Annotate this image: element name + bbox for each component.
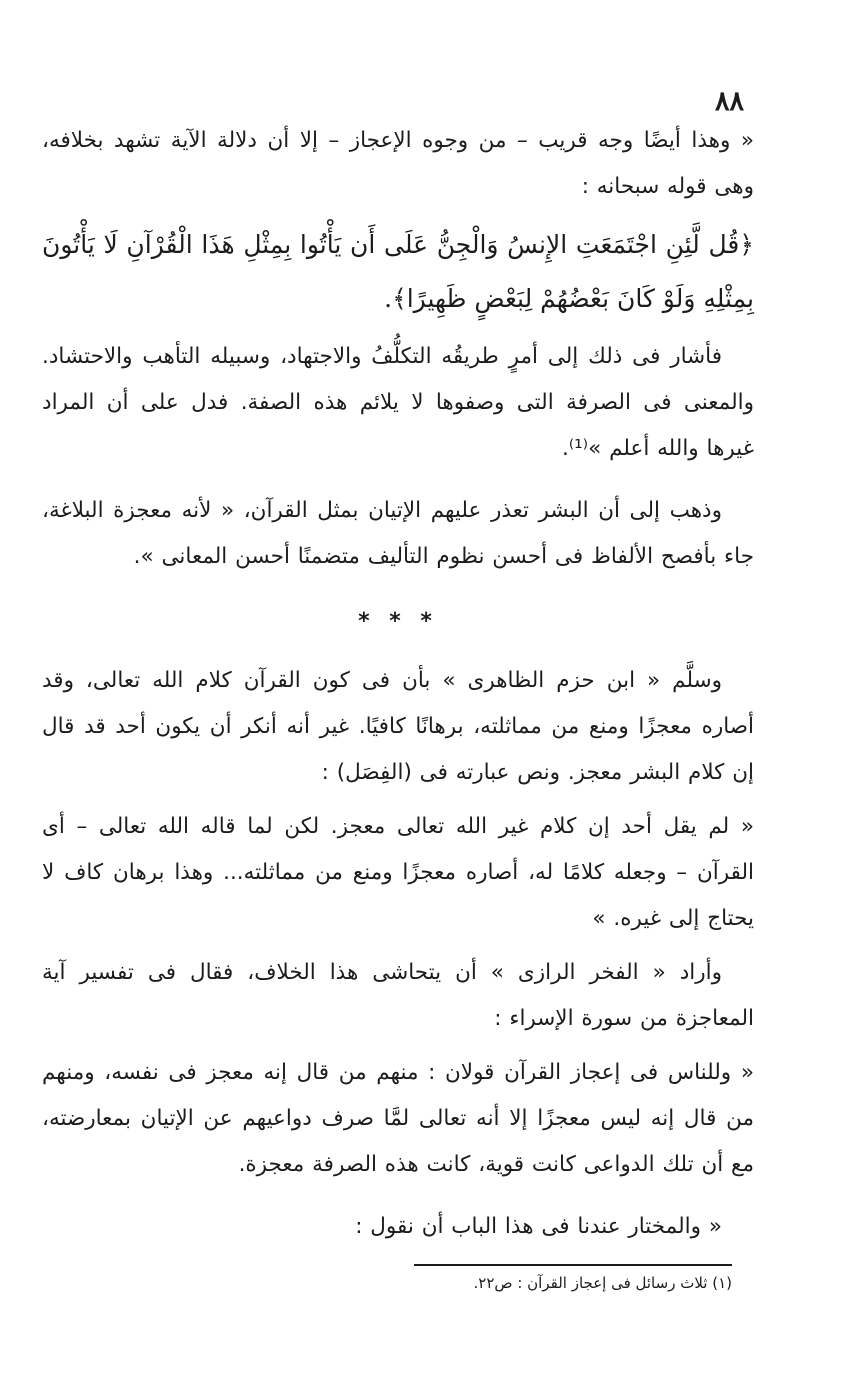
paragraph-balagha: وذهب إلى أن البشر تعذر عليهم الإتيان بمثل القرآن، « لأنه معجزة البلاغة، جاء بأفصح الألفاظ فى أحسن نظوم التأليف متضمنًا أحسن المعانى ».	[42, 498, 754, 569]
paragraph-razi: وأراد « الفخر الرازى » أن يتحاشى هذا الخلاف، فقال فى تفسير آية المعاجزة من سورة الإسراء :	[42, 960, 754, 1031]
paragraph-explanation: فأشار فى ذلك إلى أمرٍ طريقُه التكلُّفُ والاجتهاد، وسبيله التأهب والاحتشاد. والمعنى فى الصرفة التى وصفوها لا يلائم هذه الصفة. فدل على أن المراد غيرها والله أعلم »⁽¹⁾.	[42, 344, 754, 461]
footnote: (١) ثلاث رسائل فى إعجاز القرآن : ص٢٢.	[473, 1274, 732, 1292]
section-separator: * * *	[358, 609, 438, 634]
footnote-divider	[414, 1264, 732, 1266]
paragraph-quote-intro: « وهذا أيضًا وجه قريب – من وجوه الإعجاز – إلا أن دلالة الآية تشهد بخلافه، وهى قوله سبحانه :	[42, 128, 754, 199]
body-text	[42, 118, 754, 1250]
book-page	[42, 0, 754, 1383]
quran-verse: ﴿قُل لَّئِنِ اجْتَمَعَتِ الإِنسُ وَالْجِنُّ عَلَى أَن يَأْتُوا بِمِثْلِ هَذَا الْقُرْآنِ لَا يَأْتُونَ بِمِثْلِهِ وَلَوْ كَانَ بَعْضُهُمْ لِبَعْضٍ ظَهِيرًا﴾.	[42, 230, 754, 313]
paragraph-razi-choice: « والمختار عندنا فى هذا الباب أن نقول :	[355, 1214, 722, 1239]
page-number: ٨٨	[714, 86, 744, 117]
paragraph-ibn-hazm: وسلَّم « ابن حزم الظاهرى » بأن فى كون القرآن كلام الله تعالى، وقد أصاره معجزًا ومنع من مماثلته، برهانًا كافيًا. غير أنه أنكر أن يكون أحد قد قال إن كلام البشر معجز. ونص عبارته فى (الفِصَل) :	[42, 668, 754, 785]
paragraph-ibn-hazm-quote: « لم يقل أحد إن كلام غير الله تعالى معجز. لكن لما قاله الله تعالى – أى القرآن – وجعله كلامًا له، أصاره معجزًا ومنع من مماثلته... وهذا برهان كاف لا يحتاج إلى غيره. »	[42, 814, 754, 931]
paragraph-razi-quote: « وللناس فى إعجاز القرآن قولان : منهم من قال إنه معجز فى نفسه، ومنهم من قال إنه ليس معجزًا إلا أنه تعالى لمَّا صرف دواعيهم عن الإتيان بمعارضته، مع أن تلك الدواعى كانت قوية، كانت هذه الصرفة معجزة.	[42, 1060, 754, 1177]
